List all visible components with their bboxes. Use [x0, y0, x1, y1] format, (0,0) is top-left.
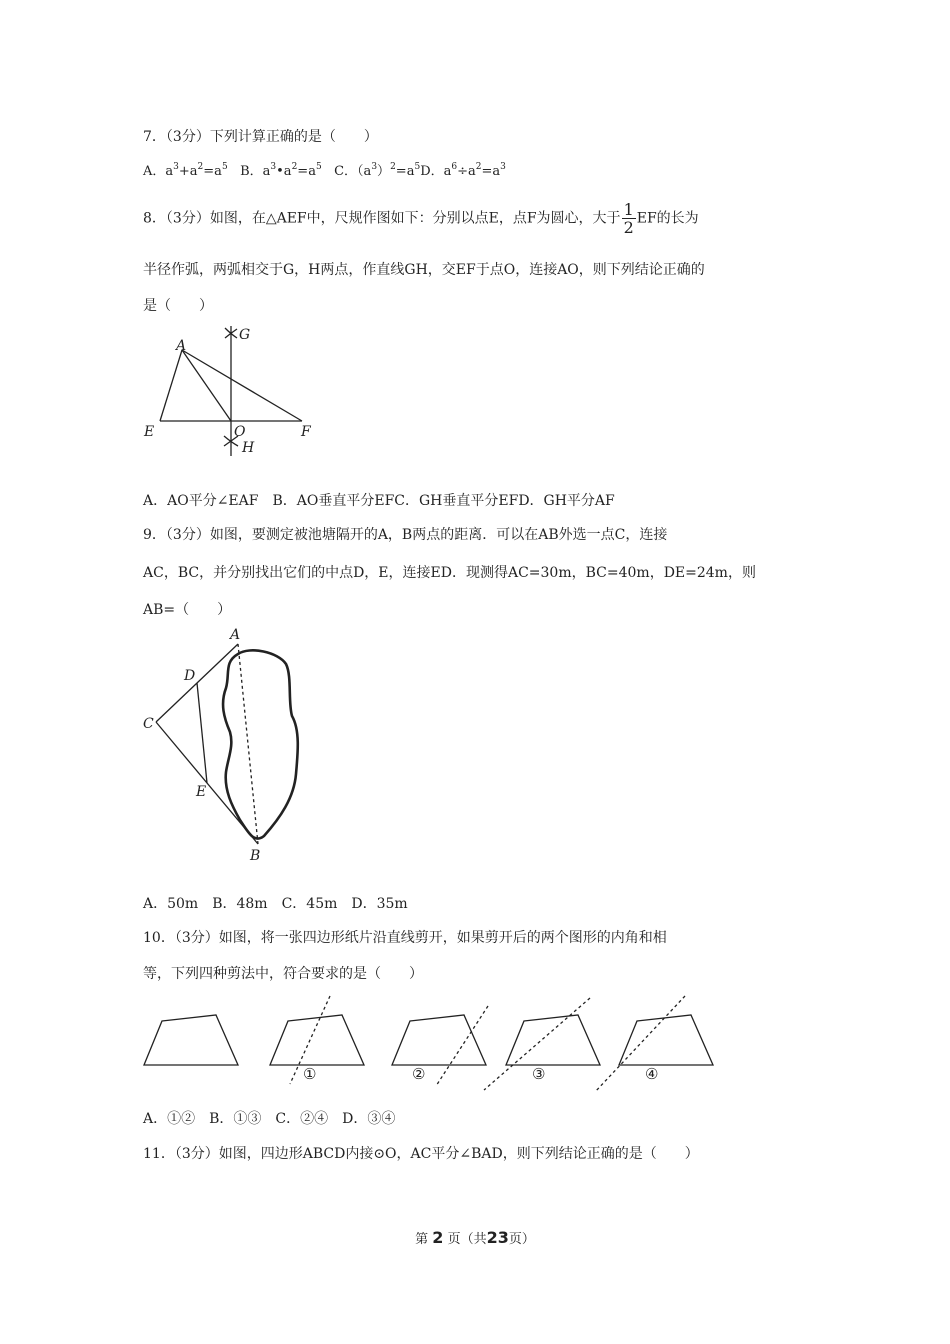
q7-option-d-label: D． — [420, 164, 444, 179]
q9-pond-outline — [223, 650, 298, 838]
q7-option-c-label: C． — [334, 164, 358, 179]
q9-stem-line2: AC，BC，并分别找出它们的中点D，E，连接ED．现测得AC=30m，BC=40m，DE=24m，则 — [143, 565, 756, 581]
footer-total-pages: 23 — [486, 1228, 509, 1247]
q10-cut-line-2 — [436, 1006, 488, 1086]
q10-stem-line1: 10．（3分）如图，将一张四边形纸片沿直线剪开，如果剪开后的两个图形的内角和相 — [143, 930, 667, 946]
q10-label-3: ③ — [532, 1065, 546, 1083]
q7-option-a-expr: $a^3+a^2=a^5$ — [165, 162, 228, 179]
q10-label-2: ② — [412, 1065, 426, 1083]
q10-stem-line2: 等，下列四种剪法中，符合要求的是（ ） — [143, 966, 423, 982]
q8-label-a: A — [176, 338, 187, 354]
q9-label-d: D — [184, 668, 196, 684]
q10-cut-line-4 — [595, 996, 685, 1092]
footer-middle: 页（共 — [447, 1232, 487, 1247]
q8-stem-line3: 是（ ） — [143, 298, 213, 314]
footer-suffix: 页） — [508, 1232, 535, 1247]
q9-figure — [140, 622, 310, 867]
q8-figure — [140, 322, 340, 462]
page-footer — [0, 1228, 950, 1247]
q9-options: A．50m B．48m C．45m D．35m — [143, 896, 408, 912]
q10-quad-4 — [619, 1015, 713, 1065]
q10-quad-original — [144, 1015, 238, 1065]
q8-label-h: H — [242, 440, 255, 456]
q8-label-e: E — [144, 424, 155, 440]
footer-prefix: 第 — [415, 1232, 429, 1247]
q8-segment-ao — [182, 350, 231, 421]
q8-stem-part2: EF的长为 — [636, 210, 699, 227]
q10-label-1: ① — [303, 1065, 317, 1083]
q8-fraction — [622, 201, 636, 236]
q8-fraction-numerator: 1 — [623, 200, 634, 219]
q10-quad-3 — [506, 1015, 600, 1065]
q9-segment-de — [197, 683, 207, 783]
q8-stem-part1: 8．（3分）如图，在△AEF中，尺规作图如下：分别以点E，点F为圆心，大于 — [143, 210, 621, 227]
q8-stem-line2: 半径作弧，两弧相交于G，H两点，作直线GH，交EF于点O，连接AO，则下列结论正确的 — [143, 262, 705, 278]
q10-quad-1 — [270, 1015, 364, 1065]
q7-option-c-expr: $(a^3)^2=a^5$ — [357, 162, 421, 179]
q9-stem-line1: 9．（3分）如图，要测定被池塘隔开的A，B两点的距离．可以在AB外选一点C，连接 — [143, 527, 668, 543]
q8-segment-af — [182, 350, 302, 421]
q8-label-g: G — [239, 327, 251, 343]
q8-options: A．AO平分∠EAF B．AO垂直平分EFC．GH垂直平分EFD．GH平分AF — [143, 493, 615, 509]
q10-quad-2 — [392, 1015, 486, 1065]
q8-segment-ae — [160, 350, 182, 421]
footer-page-number: 2 — [432, 1228, 444, 1247]
q9-label-c: C — [143, 716, 154, 732]
q7-option-d-expr: $a^6\div a^2=a^3$ — [443, 162, 506, 179]
q8-label-o: O — [234, 424, 246, 440]
q7-options — [143, 160, 506, 179]
q9-stem-line3: AB=（ ） — [143, 602, 232, 618]
q10-figures — [140, 994, 720, 1094]
q8-label-f: F — [301, 424, 311, 440]
q7-option-b-label: B． — [240, 164, 263, 179]
q9-label-b: B — [250, 848, 261, 864]
q9-label-a: A — [230, 627, 241, 643]
q10-label-4: ④ — [645, 1065, 659, 1083]
q9-label-e: E — [196, 784, 207, 800]
q8-stem-line1 — [143, 201, 699, 236]
q7-stem: 7．（3分）下列计算正确的是（ ） — [143, 129, 378, 145]
q11-stem: 11．（3分）如图，四边形ABCD内接⊙O，AC平分∠BAD，则下列结论正确的是（ ） — [143, 1146, 699, 1162]
q7-option-b-expr: $a^3•a^2=a^5$ — [262, 162, 322, 179]
q10-options: A．①② B．①③ C．②④ D．③④ — [143, 1111, 396, 1127]
q9-segment-ab-dashed — [238, 644, 258, 844]
q8-fraction-denominator: 2 — [623, 218, 634, 237]
q7-option-a-label: A． — [143, 164, 166, 179]
